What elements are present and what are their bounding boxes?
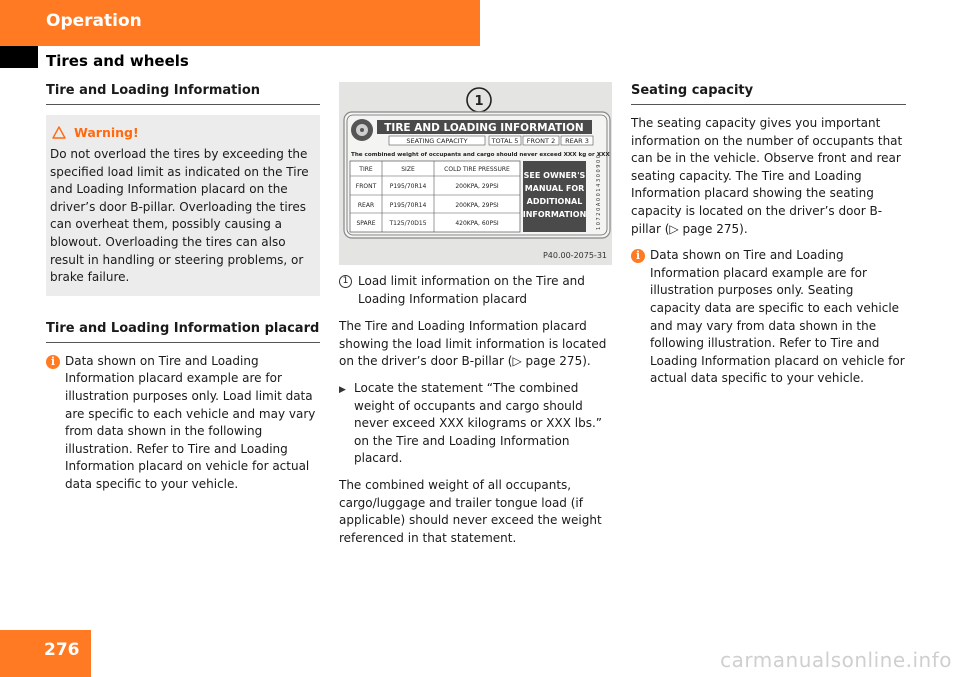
paragraph-seating-capacity: The seating capacity gives you important information on the number of occupants that can be in the vehicle. Observe front and rear seating capacity. The Tire and Loading Information placard showing the seating capacity is located on the driver’s door B-pillar (▷ page 275).: [631, 116, 903, 236]
caption-number: 1: [339, 275, 352, 288]
watermark: carmanualsonline.info: [720, 648, 952, 672]
col-header-size: SIZE: [401, 166, 415, 173]
seating-total: TOTAL 5: [491, 137, 519, 145]
warning-header: [50, 125, 314, 140]
note-placard-data: [46, 353, 320, 494]
row-front-pressure: 200KPA, 29PSI: [455, 183, 499, 190]
row-rear-size: P195/70R14: [389, 202, 427, 209]
row-spare-tire: SPARE: [356, 220, 376, 227]
warning-text: Do not overload the tires by exceeding the specified load limit as indicated on the Tire and Loading Information placard on the driver’s door B-pillar. Overloading the tires can overheat them, possibly causing a blowout. Overloading the tires can also result in handling or steering problems, or brake failure.: [50, 147, 309, 285]
owners-manual-line-1: SEE OWNER'S: [523, 171, 586, 180]
row-front-tire: FRONT: [355, 183, 377, 190]
row-spare-size: T125/70D15: [389, 220, 427, 227]
owners-manual-line-2: MANUAL FOR: [524, 184, 585, 193]
row-rear-tire: REAR: [357, 202, 375, 209]
note-text: Data shown on Tire and Loading Information placard example are for illustration purposes only. Seating capacity data are specific to each vehicle and may vary from data shown in the following illustration. Refer to Tire and Loading Information placard on vehicle for actual data specific to your vehicle.: [650, 248, 905, 386]
middle-column: [339, 82, 612, 556]
chapter-title: Operation: [46, 11, 142, 31]
caption-text: Load limit information on the Tire and Loading Information placard: [358, 274, 585, 306]
info-icon: i: [631, 249, 645, 263]
row-front-size: P195/70R14: [389, 183, 427, 190]
section-tab-marker: [0, 46, 38, 68]
seating-capacity-label: SEATING CAPACITY: [406, 137, 468, 145]
warning-box: [46, 115, 320, 296]
paragraph-combined-weight: The combined weight of all occupants, cargo/luggage and trailer tongue load (if applicable) should never exceed the weight referenced in that statement.: [339, 477, 602, 545]
instruction-step: [339, 380, 612, 468]
warning-title: Warning!: [74, 125, 139, 140]
combined-weight-statement: The combined weight of occupants and cargo should never exceed XXX kg or XXX lbs.*: [351, 152, 612, 158]
placard-title: TIRE AND LOADING INFORMATION: [384, 122, 584, 134]
figure-caption: [339, 273, 612, 308]
owners-manual-line-4: INFORMATION: [522, 210, 587, 219]
placard-svg: [339, 82, 612, 265]
step-text: Locate the statement “The combined weight of occupants and cargo should never exceed XXX kilograms or XXX lbs.” on the Tire and Loading Information placard.: [354, 380, 602, 466]
page-number: 276: [44, 640, 80, 660]
row-spare-pressure: 420KPA, 60PSI: [455, 220, 499, 227]
col-header-pressure: COLD TIRE PRESSURE: [444, 166, 510, 173]
row-rear-pressure: 200KPA, 29PSI: [455, 202, 499, 209]
placard-illustration: [339, 82, 612, 265]
heading-seating-capacity: Seating capacity: [631, 82, 906, 105]
tire-pressure-table: [350, 161, 520, 232]
note-text: Data shown on Tire and Loading Information placard example are for illustration purposes only. Load limit data are specific to each vehicle and may vary from data shown in the following illustration. Refer to Tire and Loading Information placard on vehicle for actual data specific to your vehicle.: [65, 353, 316, 491]
heading-tire-loading-info: Tire and Loading Information: [46, 82, 320, 105]
seating-rear: REAR 3: [565, 137, 589, 145]
note-seating-data: [631, 247, 906, 388]
seating-front: FRONT 2: [526, 137, 556, 145]
info-icon: i: [46, 355, 60, 369]
figure-id: P40.00-2075-31: [542, 251, 607, 260]
paragraph-placard-location: The Tire and Loading Information placard showing the load limit information is located on the driver’s door B-pillar (▷ page 275).: [339, 319, 607, 369]
right-column: [631, 82, 906, 388]
arrow-right-icon: ▶: [339, 384, 346, 395]
left-column: [46, 82, 320, 494]
warning-triangle-icon: [52, 126, 66, 139]
placard-side-code: 1 0 7 2 0 A 0 0 1 4 3 0 0 9 0 0: [596, 155, 602, 230]
col-header-tire: TIRE: [359, 166, 373, 173]
heading-placard: Tire and Loading Information placard: [46, 320, 320, 343]
owners-manual-line-3: ADDITIONAL: [526, 197, 583, 206]
callout-number: 1: [474, 94, 484, 109]
section-title: Tires and wheels: [46, 52, 189, 70]
